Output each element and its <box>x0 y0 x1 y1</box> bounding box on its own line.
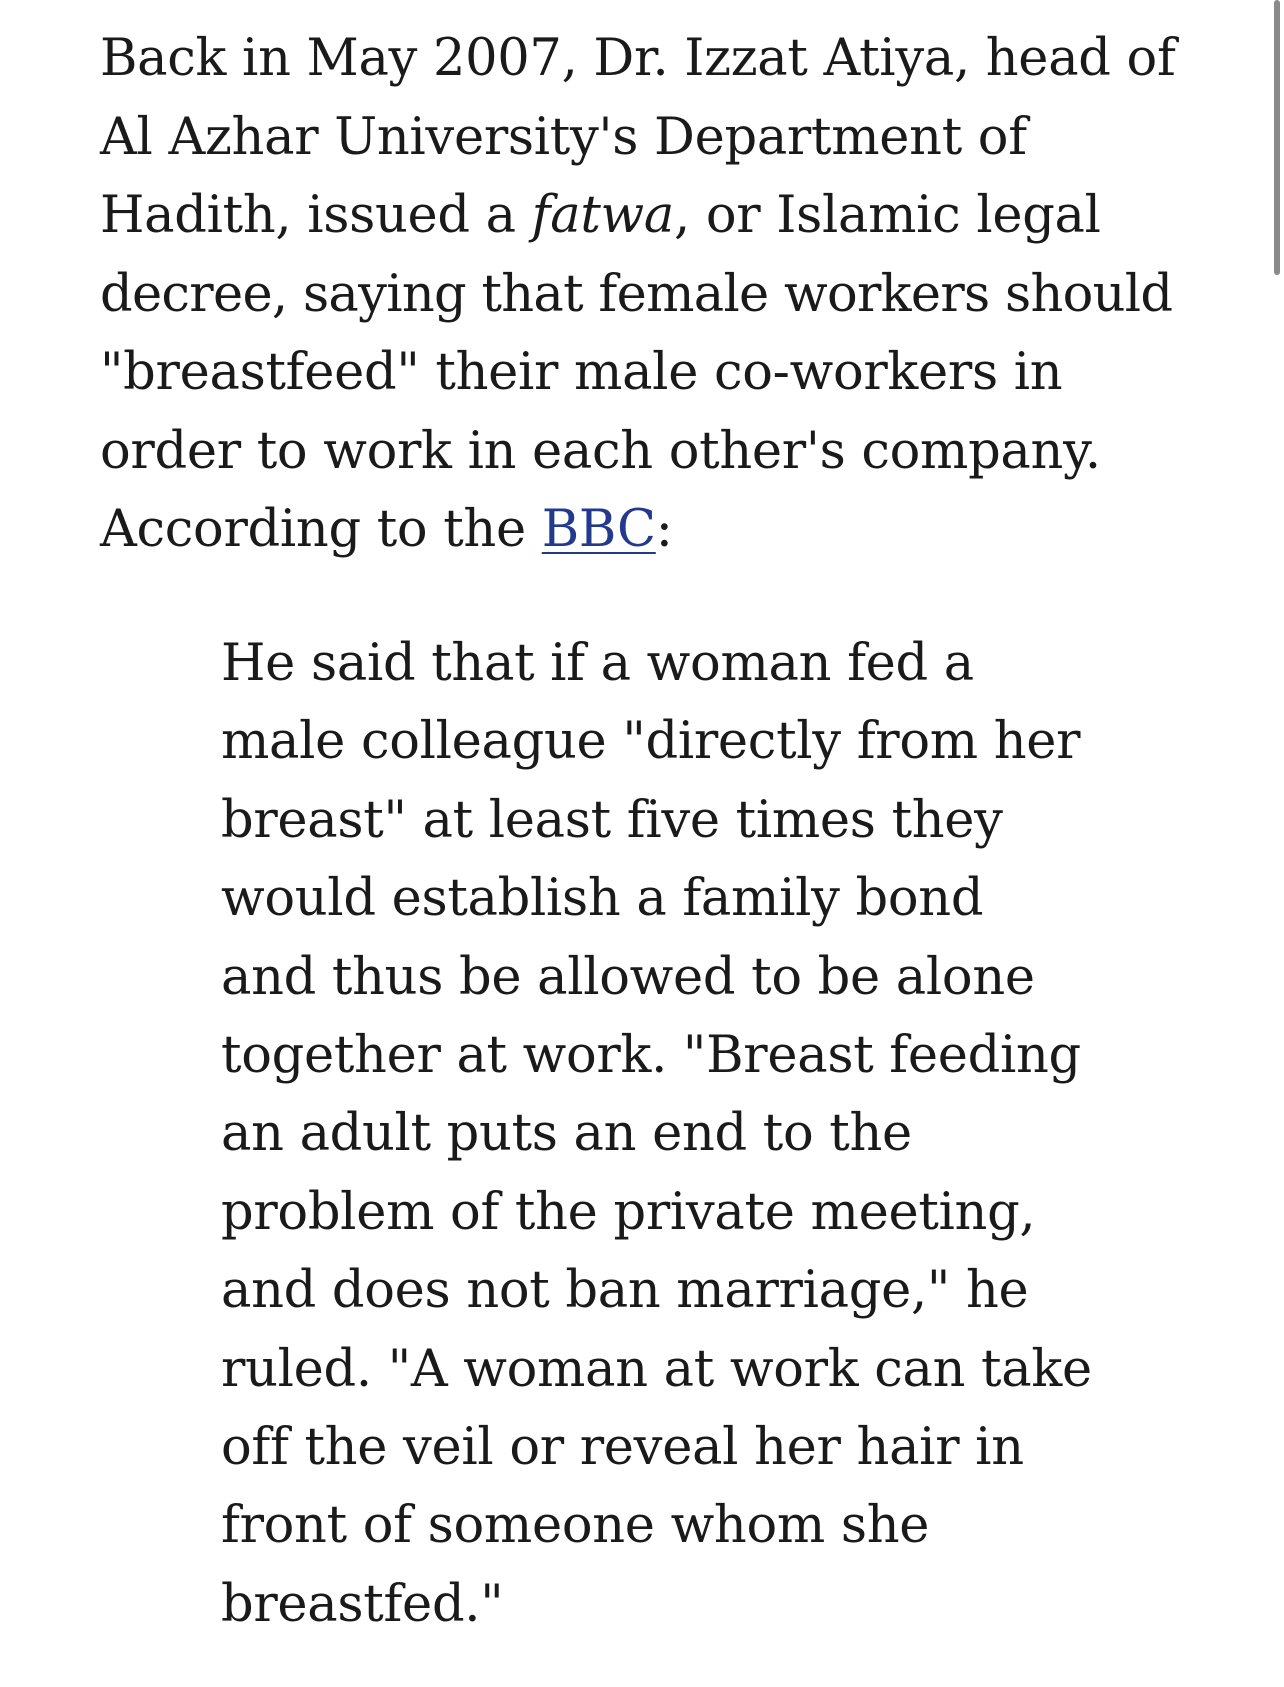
paragraph-line: "breastfeed" their male co-workers in <box>100 343 1063 402</box>
quote-line: would establish a family bond <box>221 869 984 929</box>
fatwa-emphasis: fatwa <box>531 186 675 245</box>
paragraph-text: : <box>655 500 673 559</box>
quote-line: breastfed." <box>221 1574 504 1634</box>
quote-line: an adult puts an end to the <box>221 1104 912 1164</box>
paragraph-line: order to work in each other's company. <box>100 421 1101 481</box>
quote-line: and thus be allowed to be alone <box>221 947 1035 1007</box>
quote-line: ruled. "A woman at work can take <box>221 1339 1092 1399</box>
bbc-quote-blockquote <box>221 625 1121 1644</box>
paragraph-line <box>100 177 1180 256</box>
paragraph-text: , or Islamic legal <box>674 186 1101 245</box>
article-body <box>100 20 1180 570</box>
paragraph-line: Back in May 2007, Dr. Izzat Atiya, head of <box>100 29 1176 88</box>
paragraph-text: Hadith, issued a <box>100 186 532 245</box>
quote-line: He said that if a woman fed a <box>221 634 974 693</box>
quote-line: together at work. "Breast feeding <box>221 1026 1081 1086</box>
paragraph-line: decree, saying that female workers should <box>100 264 1173 324</box>
quote-line: problem of the private meeting, <box>221 1182 1036 1242</box>
quote-line: front of someone whom she <box>221 1496 930 1556</box>
paragraph-line <box>100 491 1180 570</box>
quote-line: and does not ban marriage," he <box>221 1261 1029 1321</box>
vertical-scrollbar[interactable] <box>1274 0 1280 275</box>
bbc-link[interactable]: BBC <box>541 500 656 559</box>
quote-line: male colleague "directly from her <box>221 712 1081 772</box>
paragraph-line: Al Azhar University's Department of <box>100 107 1027 167</box>
intro-paragraph <box>100 20 1180 570</box>
paragraph-text: According to the <box>100 500 542 559</box>
quote-line: off the veil or reveal her hair in <box>221 1418 1024 1478</box>
quote-line: breast" at least five times they <box>221 790 1003 850</box>
